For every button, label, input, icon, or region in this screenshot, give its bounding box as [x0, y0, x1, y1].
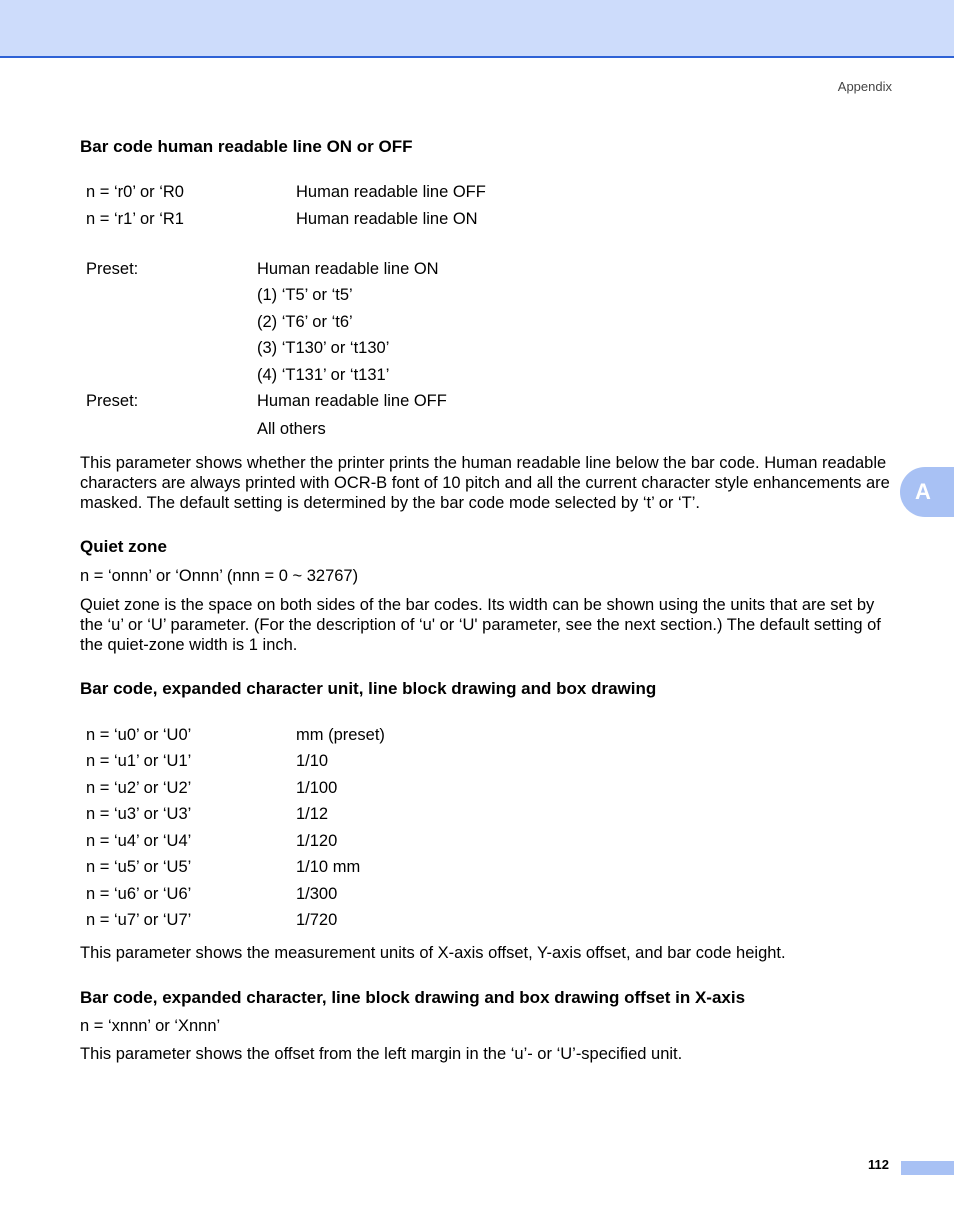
- code-u0: n = ‘u0’ or ‘U0’: [86, 726, 192, 744]
- code-r1: n = ‘r1’ or ‘R1: [86, 210, 184, 228]
- section-heading-offset-x: Bar code, expanded character, line block drawing and box drawing offset in X-axis: [80, 988, 746, 1007]
- quiet-zone-description: Quiet zone is the space on both sides of the bar codes. Its width can be shown using the units that are set by the ‘u’ or ‘U’ parameter. (For the description of ‘u' or ‘U' parameter, see the next section.) The default setting of the quiet-zone width is 1 inch.: [80, 596, 881, 654]
- desc-u4: 1/120: [296, 832, 338, 850]
- preset-on-item: (4) ‘T131’ or ‘t131’: [257, 366, 390, 384]
- code-u5: n = ‘u5’ or ‘U5’: [86, 858, 192, 876]
- code-u7: n = ‘u7’ or ‘U7’: [86, 911, 192, 929]
- preset-label-off: Preset:: [86, 392, 139, 410]
- section-heading-unit: Bar code, expanded character unit, line block drawing and box drawing: [80, 679, 657, 698]
- code-u4: n = ‘u4’ or ‘U4’: [86, 832, 192, 850]
- preset-off-value: Human readable line OFF: [257, 392, 447, 410]
- desc-u2: 1/100: [296, 779, 338, 797]
- preset-on-item: (2) ‘T6’ or ‘t6’: [257, 313, 353, 331]
- code-u6: n = ‘u6’ or ‘U6’: [86, 885, 192, 903]
- desc-u3: 1/12: [296, 805, 329, 823]
- preset-off-item: All others: [257, 420, 326, 438]
- preset-label-on: Preset:: [86, 260, 139, 278]
- section-heading-quiet-zone: Quiet zone: [80, 537, 167, 556]
- code-u1: n = ‘u1’ or ‘U1’: [86, 752, 192, 770]
- footer-bar: [901, 1161, 954, 1175]
- desc-u5: 1/10 mm: [296, 858, 361, 876]
- desc-u0: mm (preset): [296, 726, 385, 744]
- preset-on-value: Human readable line ON: [257, 260, 439, 278]
- code-u3: n = ‘u3’ or ‘U3’: [86, 805, 192, 823]
- offset-x-description: This parameter shows the offset from the left margin in the ‘u’- or ‘U’-specified unit.: [80, 1045, 683, 1063]
- desc-u7: 1/720: [296, 911, 338, 929]
- preset-on-item: (3) ‘T130’ or ‘t130’: [257, 339, 390, 357]
- section-heading-human-readable: Bar code human readable line ON or OFF: [80, 137, 413, 156]
- page-number: 112: [868, 1157, 889, 1172]
- desc-r0: Human readable line OFF: [296, 183, 486, 201]
- desc-u1: 1/10: [296, 752, 329, 770]
- page-header-bar: [0, 0, 954, 58]
- human-readable-description: This parameter shows whether the printer prints the human readable line below the bar code. Human readable characters are always printed with OCR-B font of 10 pitch and all the current character style enhancements are masked. The default setting is determined by the bar code mode selected by ‘t’ or ‘T’.: [80, 454, 890, 512]
- unit-description: This parameter shows the measurement units of X-axis offset, Y-axis offset, and bar code height.: [80, 944, 786, 962]
- offset-x-syntax: n = ‘xnnn’ or ‘Xnnn’: [80, 1017, 221, 1035]
- running-head: Appendix: [837, 79, 892, 94]
- appendix-side-tab: A: [900, 467, 954, 517]
- desc-u6: 1/300: [296, 885, 338, 903]
- code-r0: n = ‘r0’ or ‘R0: [86, 183, 184, 201]
- quiet-zone-syntax: n = ‘onnn’ or ‘Onnn’ (nnn = 0 ~ 32767): [80, 567, 359, 585]
- desc-r1: Human readable line ON: [296, 210, 478, 228]
- code-u2: n = ‘u2’ or ‘U2’: [86, 779, 192, 797]
- preset-on-item: (1) ‘T5’ or ‘t5’: [257, 286, 353, 304]
